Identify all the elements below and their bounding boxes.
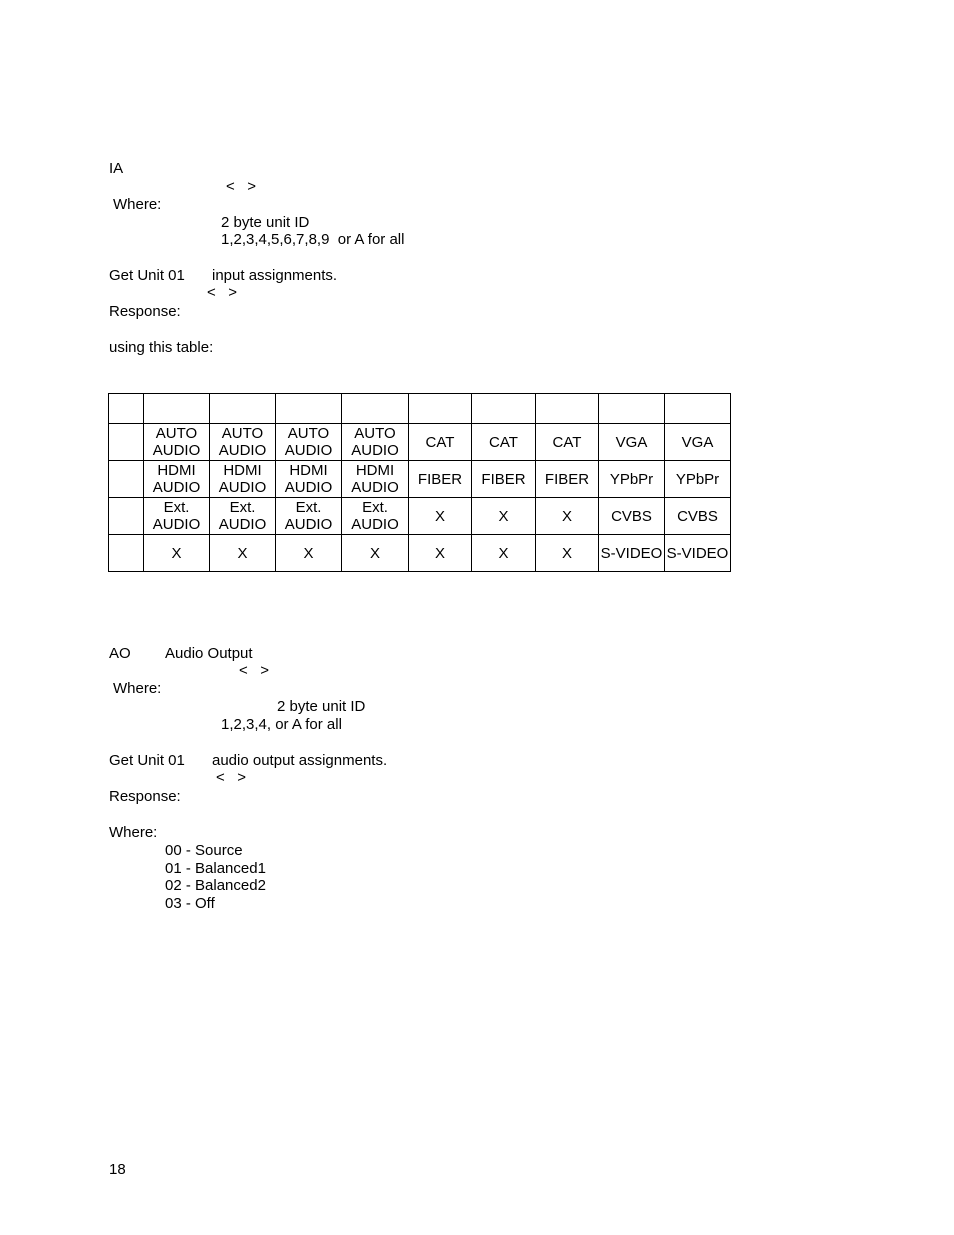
table-cell: [109, 535, 144, 572]
table-cell: [342, 394, 409, 424]
ao-unit-id-desc: 2 byte unit ID: [277, 698, 366, 715]
table-cell: S-VIDEO: [599, 535, 665, 572]
ao-syntax-brackets: < >: [239, 662, 270, 679]
table-cell: X: [409, 498, 472, 535]
table-cell: HDMI AUDIO: [342, 461, 409, 498]
table-cell: CAT: [409, 424, 472, 461]
table-cell: AUTO AUDIO: [144, 424, 210, 461]
ao-option-item: 01 - Balanced1: [165, 860, 266, 877]
table-cell: [109, 424, 144, 461]
ia-get-brackets: < >: [207, 284, 238, 301]
table-cell: X: [210, 535, 276, 572]
table-cell: [144, 394, 210, 424]
ao-command-code: AO: [109, 645, 131, 662]
table-cell: VGA: [599, 424, 665, 461]
table-cell: [665, 394, 731, 424]
ao-option-item: 02 - Balanced2: [165, 877, 266, 894]
ao-get-unit-suffix: audio output assignments.: [212, 752, 388, 769]
ao-command-title: Audio Output: [165, 645, 253, 662]
table-cell: [472, 394, 536, 424]
table-cell: HDMI AUDIO: [144, 461, 210, 498]
ia-command-code: IA: [109, 160, 124, 177]
table-cell: YPbPr: [599, 461, 665, 498]
table-cell: X: [409, 535, 472, 572]
ia-unit-id-desc: 2 byte unit ID: [221, 214, 310, 231]
ia-syntax-brackets: < >: [226, 178, 257, 195]
table-cell: FIBER: [409, 461, 472, 498]
table-cell: AUTO AUDIO: [276, 424, 342, 461]
table-cell: YPbPr: [665, 461, 731, 498]
table-cell: [276, 394, 342, 424]
table-row: [109, 461, 731, 498]
table-cell: X: [342, 535, 409, 572]
table-cell: [210, 394, 276, 424]
ia-response-label: Response:: [109, 303, 181, 320]
ao-option-item: 03 - Off: [165, 895, 215, 912]
table-cell: HDMI AUDIO: [210, 461, 276, 498]
table-cell: CVBS: [665, 498, 731, 535]
ia-where-label: Where:: [113, 196, 162, 213]
ao-get-unit-prefix: Get Unit 01: [109, 752, 185, 769]
ia-get-unit-prefix: Get Unit 01: [109, 267, 185, 284]
ao-where-label-2: Where:: [109, 824, 158, 841]
table-cell: Ext. AUDIO: [210, 498, 276, 535]
ao-values-desc: 1,2,3,4, or A for all: [221, 716, 342, 733]
table-row: [109, 424, 731, 461]
table-cell: AUTO AUDIO: [342, 424, 409, 461]
table-cell: [109, 461, 144, 498]
table-cell: Ext. AUDIO: [144, 498, 210, 535]
table-cell: X: [536, 535, 599, 572]
table-cell: [109, 394, 144, 424]
table-cell: CVBS: [599, 498, 665, 535]
table-cell: [409, 394, 472, 424]
table-cell: VGA: [665, 424, 731, 461]
page-number: 18: [109, 1161, 126, 1178]
table-cell: X: [472, 535, 536, 572]
table-cell: X: [536, 498, 599, 535]
table-cell: FIBER: [536, 461, 599, 498]
ao-get-brackets: < >: [216, 769, 247, 786]
table-row: [109, 394, 731, 424]
table-row: [109, 498, 731, 535]
ia-values-desc: 1,2,3,4,5,6,7,8,9 or A for all: [221, 231, 405, 248]
table-row: [109, 535, 731, 572]
ia-table-intro: using this table:: [109, 339, 214, 356]
ao-response-label: Response:: [109, 788, 181, 805]
table-cell: CAT: [472, 424, 536, 461]
table-cell: S-VIDEO: [665, 535, 731, 572]
table-cell: HDMI AUDIO: [276, 461, 342, 498]
ia-get-unit-suffix: input assignments.: [212, 267, 338, 284]
table-cell: X: [276, 535, 342, 572]
table-cell: AUTO AUDIO: [210, 424, 276, 461]
ao-option-item: 00 - Source: [165, 842, 243, 859]
table-cell: [536, 394, 599, 424]
table-cell: X: [472, 498, 536, 535]
table-cell: Ext. AUDIO: [342, 498, 409, 535]
table-cell: FIBER: [472, 461, 536, 498]
table-cell: [599, 394, 665, 424]
ao-where-label: Where:: [113, 680, 162, 697]
table-cell: CAT: [536, 424, 599, 461]
table-cell: Ext. AUDIO: [276, 498, 342, 535]
table-cell: [109, 498, 144, 535]
table-cell: X: [144, 535, 210, 572]
input-assignment-table: [108, 393, 731, 572]
